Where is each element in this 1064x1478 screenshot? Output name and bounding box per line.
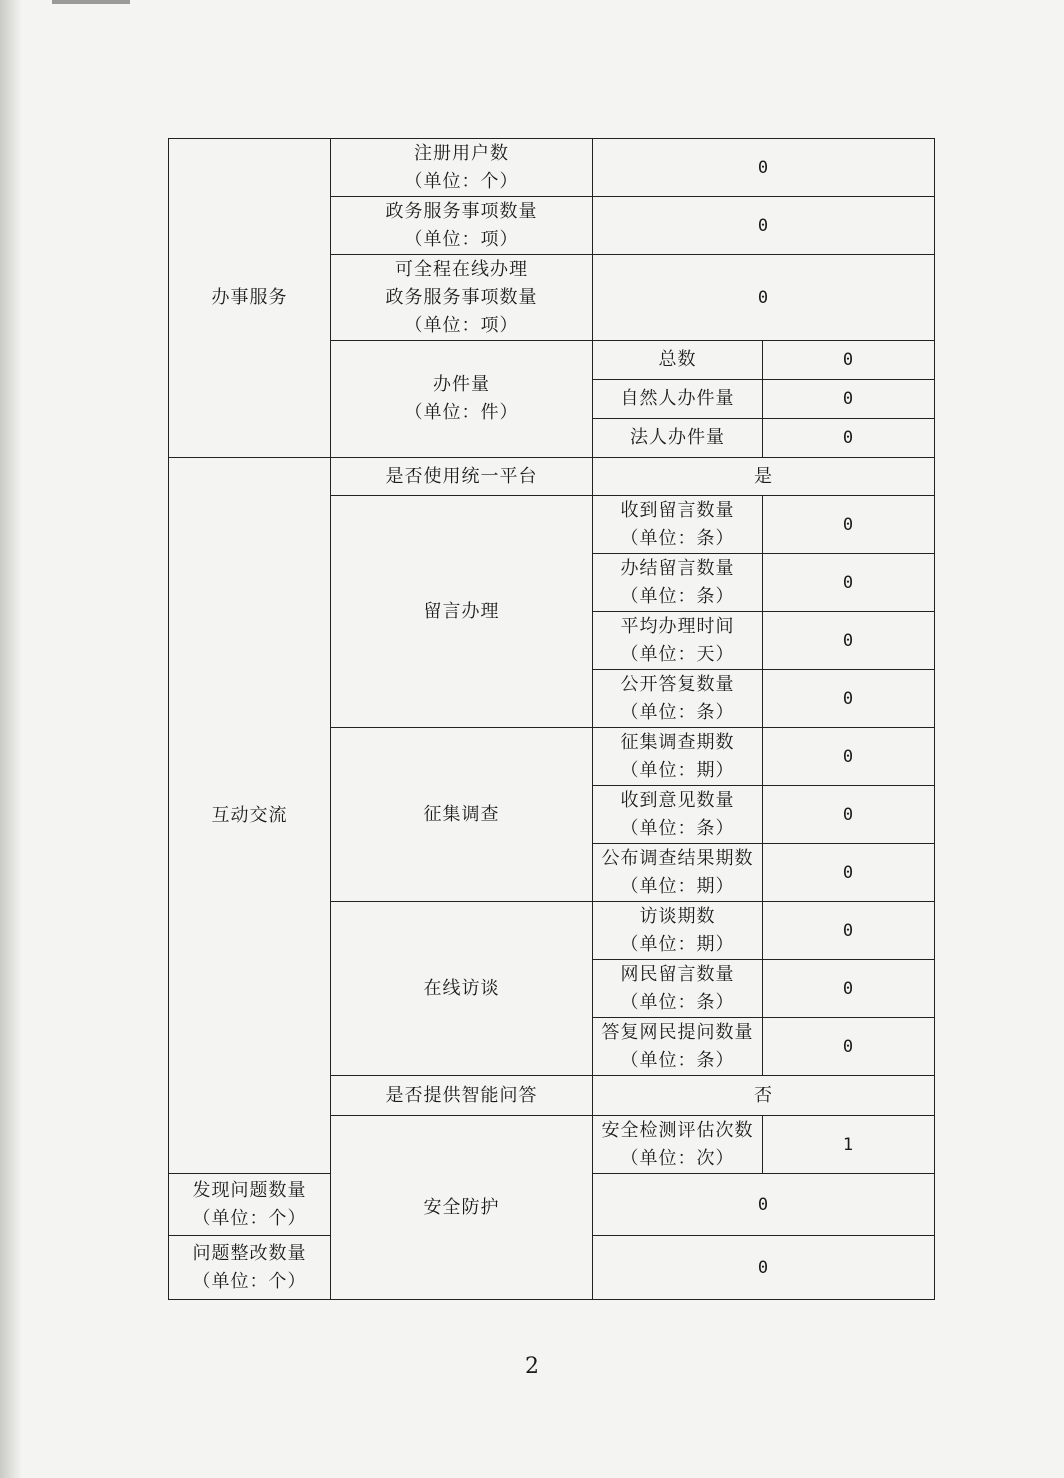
row-value: 0 xyxy=(763,419,935,458)
row-value: 0 xyxy=(763,554,935,612)
row-value: 0 xyxy=(763,902,935,960)
sub-label: 收到意见数量 （单位：条） xyxy=(593,786,763,844)
row-value: 0 xyxy=(763,612,935,670)
sub-label: 总数 xyxy=(593,341,763,380)
sub-label: 网民留言数量 （单位：条） xyxy=(593,960,763,1018)
sub-label: 征集调查期数 （单位：期） xyxy=(593,728,763,786)
page-edge-shadow xyxy=(0,0,22,1478)
sub-label: 自然人办件量 xyxy=(593,380,763,419)
sub-label: 公布调查结果期数 （单位：期） xyxy=(593,844,763,902)
row-value: 0 xyxy=(763,341,935,380)
category-security: 安全防护 xyxy=(331,1116,593,1300)
page-number: 2 xyxy=(525,1354,539,1379)
row-value: 0 xyxy=(593,1236,935,1300)
row-value: 0 xyxy=(763,380,935,419)
sub-label: 平均办理时间 （单位：天） xyxy=(593,612,763,670)
row-value: 0 xyxy=(593,255,935,341)
row-value: 0 xyxy=(763,496,935,554)
category-service: 办事服务 xyxy=(169,139,331,458)
row-label: 发现问题数量 （单位：个） xyxy=(169,1174,331,1236)
scan-top-mark xyxy=(52,0,130,4)
row-value: 0 xyxy=(593,139,935,197)
statistics-table xyxy=(168,138,935,1300)
row-label: 是否使用统一平台 xyxy=(331,458,593,496)
row-value: 是 xyxy=(593,458,935,496)
group-label-interview: 在线访谈 xyxy=(331,902,593,1076)
row-label: 注册用户数 （单位：个） xyxy=(331,139,593,197)
sub-label: 公开答复数量 （单位：条） xyxy=(593,670,763,728)
sub-label: 访谈期数 （单位：期） xyxy=(593,902,763,960)
group-label-messages: 留言办理 xyxy=(331,496,593,728)
row-label: 政务服务事项数量 （单位：项） xyxy=(331,197,593,255)
row-label: 安全检测评估次数 （单位：次） xyxy=(593,1116,763,1174)
row-label: 是否提供智能问答 xyxy=(331,1076,593,1116)
row-value: 1 xyxy=(763,1116,935,1174)
sub-label: 答复网民提问数量 （单位：条） xyxy=(593,1018,763,1076)
sub-label: 收到留言数量 （单位：条） xyxy=(593,496,763,554)
row-value: 0 xyxy=(763,844,935,902)
table-row xyxy=(169,139,935,197)
row-value: 0 xyxy=(763,670,935,728)
row-value: 0 xyxy=(763,786,935,844)
group-label-survey: 征集调查 xyxy=(331,728,593,902)
row-label: 可全程在线办理 政务服务事项数量 （单位：项） xyxy=(331,255,593,341)
table-row xyxy=(169,458,935,496)
row-value: 0 xyxy=(593,197,935,255)
row-value: 0 xyxy=(593,1174,935,1236)
row-value: 否 xyxy=(593,1076,935,1116)
row-value: 0 xyxy=(763,960,935,1018)
sub-label: 法人办件量 xyxy=(593,419,763,458)
sub-label: 办结留言数量 （单位：条） xyxy=(593,554,763,612)
row-label: 问题整改数量 （单位：个） xyxy=(169,1236,331,1300)
row-label: 办件量 （单位：件） xyxy=(331,341,593,458)
category-interaction: 互动交流 xyxy=(169,458,331,1174)
row-value: 0 xyxy=(763,728,935,786)
row-value: 0 xyxy=(763,1018,935,1076)
